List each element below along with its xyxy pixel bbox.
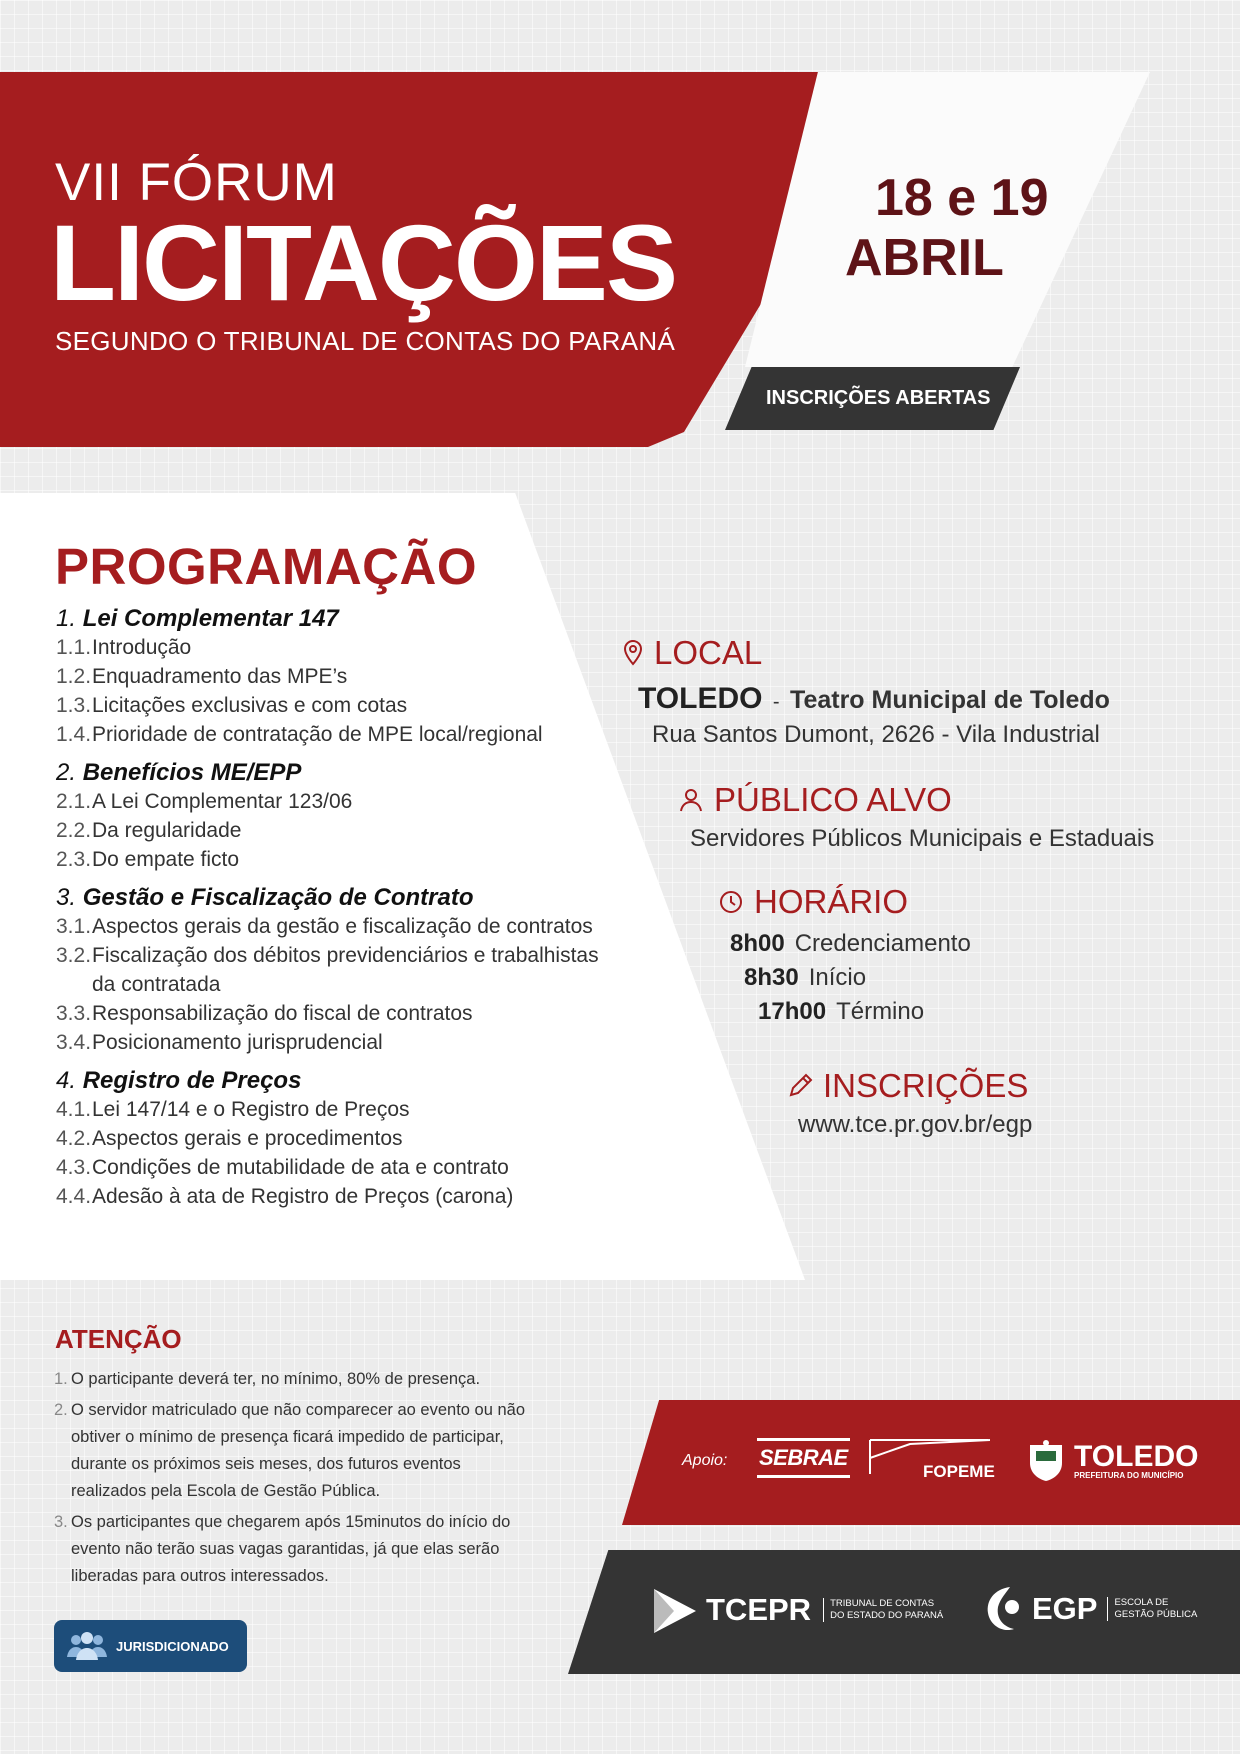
attention-text: O servidor matriculado que não comparecer ao evento ou não obtiver o mínimo de presença ficará impedido de participar, durante os próximos seis meses, dos futuros eventos realizados pela Escola de Gestão Pública. xyxy=(71,1401,526,1500)
schedule-desc: Início xyxy=(808,964,867,991)
sebrae-wordmark: SEBRAE xyxy=(757,1438,850,1478)
item-text: Responsabilização do fiscal de contratos xyxy=(92,1002,473,1025)
schedule-row xyxy=(758,995,971,1029)
program-item xyxy=(56,662,616,691)
tcepr-triangle-icon xyxy=(648,1585,700,1635)
item-number: 3.4. xyxy=(56,1031,92,1054)
item-text: Prioridade de contratação de MPE local/regional xyxy=(92,723,543,746)
audience-label: PÚBLICO ALVO xyxy=(714,781,952,818)
item-text: A Lei Complementar 123/06 xyxy=(92,790,353,813)
section-title: Gestão e Fiscalização de Contrato xyxy=(82,884,474,911)
clock-icon xyxy=(718,889,744,915)
schedule-list xyxy=(730,927,971,1029)
sponsors-label: Apoio: xyxy=(682,1452,728,1469)
program-section-heading xyxy=(56,884,616,912)
item-text: Aspectos gerais e procedimentos xyxy=(92,1127,403,1150)
local-label: LOCAL xyxy=(654,634,763,671)
registration-open-badge: INSCRIÇÕES ABERTAS xyxy=(766,387,991,409)
program-section-heading xyxy=(56,605,616,633)
item-number: 4.4. xyxy=(56,1185,92,1208)
toledo-crest-icon xyxy=(1022,1439,1070,1483)
item-text: Do empate ficto xyxy=(92,848,240,871)
attention-item xyxy=(54,1509,534,1590)
program-item xyxy=(56,1153,616,1182)
egp-logo xyxy=(982,1583,1197,1635)
item-number: 4.1. xyxy=(56,1098,92,1121)
item-number: 3.3. xyxy=(56,1002,92,1025)
item-number: 3.2. xyxy=(56,944,92,967)
schedule-desc: Credenciamento xyxy=(794,930,971,957)
item-text: Da regularidade xyxy=(92,819,242,842)
program-section-heading xyxy=(56,1067,616,1095)
jurisdicionado-badge xyxy=(54,1620,247,1672)
local-city: TOLEDO xyxy=(638,682,763,715)
program-item xyxy=(56,845,616,874)
item-number: 1.4. xyxy=(56,723,92,746)
egp-wordmark: EGP xyxy=(1032,1591,1098,1626)
item-text: Enquadramento das MPE’s xyxy=(92,665,348,688)
item-number: 3.1. xyxy=(56,915,92,938)
tcepr-logo xyxy=(648,1585,943,1635)
tcepr-wordmark: TCEPR xyxy=(706,1592,812,1627)
attention-list xyxy=(54,1366,534,1594)
program-item xyxy=(56,1028,616,1057)
event-date: 18 e 19 xyxy=(875,169,1049,227)
attention-number: 3. xyxy=(54,1513,68,1531)
program-item xyxy=(56,816,616,845)
fopeme-wordmark: FOPEME xyxy=(923,1462,995,1481)
local-venue-line xyxy=(638,682,1110,716)
section-title: Benefícios ME/EPP xyxy=(82,759,302,786)
schedule-time: 8h30 xyxy=(744,964,799,991)
local-heading xyxy=(622,634,762,672)
schedule-label: HORÁRIO xyxy=(754,883,909,920)
attention-text: Os participantes que chegarem após 15minutos do início do evento não terão suas vagas garantidas, já que elas serão liberadas para outros interessados. xyxy=(71,1513,511,1585)
program-item xyxy=(56,941,616,999)
sebrae-logo xyxy=(757,1438,850,1478)
item-number: 4.2. xyxy=(56,1127,92,1150)
item-text: Fiscalização dos débitos previdenciários e trabalhistas da contratada xyxy=(92,944,599,996)
item-number: 1.2. xyxy=(56,665,92,688)
program-section-heading xyxy=(56,759,616,787)
attention-item xyxy=(54,1366,534,1393)
schedule-row xyxy=(744,961,971,995)
item-text: Condições de mutabilidade de ata e contrato xyxy=(92,1156,509,1179)
item-text: Adesão à ata de Registro de Preços (carona) xyxy=(92,1185,514,1208)
program-item xyxy=(56,1182,616,1211)
egp-subtitle-line2: GESTÃO PÚBLICA xyxy=(1114,1609,1198,1620)
item-text: Introdução xyxy=(92,636,192,659)
event-title: LICITAÇÕES xyxy=(50,202,676,323)
local-separator: - xyxy=(772,691,780,713)
schedule-time: 8h00 xyxy=(730,930,785,957)
item-text: Lei 147/14 e o Registro de Preços xyxy=(92,1098,410,1121)
attention-item xyxy=(54,1397,534,1505)
egp-subtitle-line1: ESCOLA DE xyxy=(1114,1597,1169,1608)
program-item xyxy=(56,787,616,816)
local-venue: Teatro Municipal de Toledo xyxy=(790,686,1110,714)
program-item xyxy=(56,912,616,941)
local-address: Rua Santos Dumont, 2626 - Vila Industrial xyxy=(652,721,1100,748)
attention-number: 2. xyxy=(54,1401,68,1419)
section-number: 3. xyxy=(56,884,77,911)
person-icon xyxy=(678,787,704,813)
program-item xyxy=(56,999,616,1028)
section-number: 2. xyxy=(56,759,77,786)
schedule-time: 17h00 xyxy=(758,998,827,1025)
toledo-logo xyxy=(1022,1439,1198,1483)
tcepr-subtitle-line2: DO ESTADO DO PARANÁ xyxy=(830,1610,944,1621)
registration-url[interactable]: www.tce.pr.gov.br/egp xyxy=(798,1111,1033,1138)
item-text: Aspectos gerais da gestão e fiscalização de contratos xyxy=(92,915,593,938)
program-item xyxy=(56,633,616,662)
item-number: 1.3. xyxy=(56,694,92,717)
program-title: PROGRAMAÇÃO xyxy=(55,538,477,595)
toledo-wordmark: TOLEDO xyxy=(1074,1439,1199,1473)
section-title: Lei Complementar 147 xyxy=(82,605,339,632)
item-number: 4.3. xyxy=(56,1156,92,1179)
attention-title: ATENÇÃO xyxy=(55,1324,182,1354)
tcepr-subtitle-line1: TRIBUNAL DE CONTAS xyxy=(830,1598,935,1609)
jurisdicionado-label: JURISDICIONADO xyxy=(116,1638,229,1654)
toledo-subtitle: PREFEITURA DO MUNICÍPIO xyxy=(1074,1470,1184,1480)
event-month: ABRIL xyxy=(845,229,1004,287)
program-list xyxy=(56,605,616,1211)
section-number: 4. xyxy=(56,1067,77,1094)
pencil-icon xyxy=(787,1073,813,1099)
event-edition: VII FÓRUM xyxy=(55,153,338,212)
tcepr-subtitle xyxy=(823,1598,943,1622)
location-pin-icon xyxy=(622,639,644,667)
item-number: 1.1. xyxy=(56,636,92,659)
event-subtitle: SEGUNDO O TRIBUNAL DE CONTAS DO PARANÁ xyxy=(55,326,676,356)
schedule-row xyxy=(730,927,971,961)
egp-subtitle xyxy=(1107,1597,1197,1621)
program-item xyxy=(56,1124,616,1153)
registration-label: INSCRIÇÕES xyxy=(823,1067,1029,1104)
schedule-heading xyxy=(718,883,908,921)
fopeme-logo xyxy=(868,1438,995,1481)
item-number: 2.2. xyxy=(56,819,92,842)
attention-text: O participante deverá ter, no mínimo, 80% de presença. xyxy=(71,1370,481,1388)
people-group-icon xyxy=(66,1629,108,1663)
item-text: Licitações exclusivas e com cotas xyxy=(92,694,408,717)
section-number: 1. xyxy=(56,605,77,632)
item-number: 2.3. xyxy=(56,848,92,871)
item-number: 2.1. xyxy=(56,790,92,813)
audience-value: Servidores Públicos Municipais e Estaduais xyxy=(690,825,1155,852)
egp-swirl-icon xyxy=(982,1583,1028,1635)
attention-number: 1. xyxy=(54,1370,68,1388)
program-item xyxy=(56,691,616,720)
item-text: Posicionamento jurisprudencial xyxy=(92,1031,383,1054)
section-title: Registro de Preços xyxy=(82,1067,302,1094)
program-item xyxy=(56,1095,616,1124)
program-item xyxy=(56,720,616,749)
audience-heading xyxy=(678,781,952,819)
schedule-desc: Término xyxy=(836,998,925,1025)
registration-heading xyxy=(787,1067,1028,1105)
